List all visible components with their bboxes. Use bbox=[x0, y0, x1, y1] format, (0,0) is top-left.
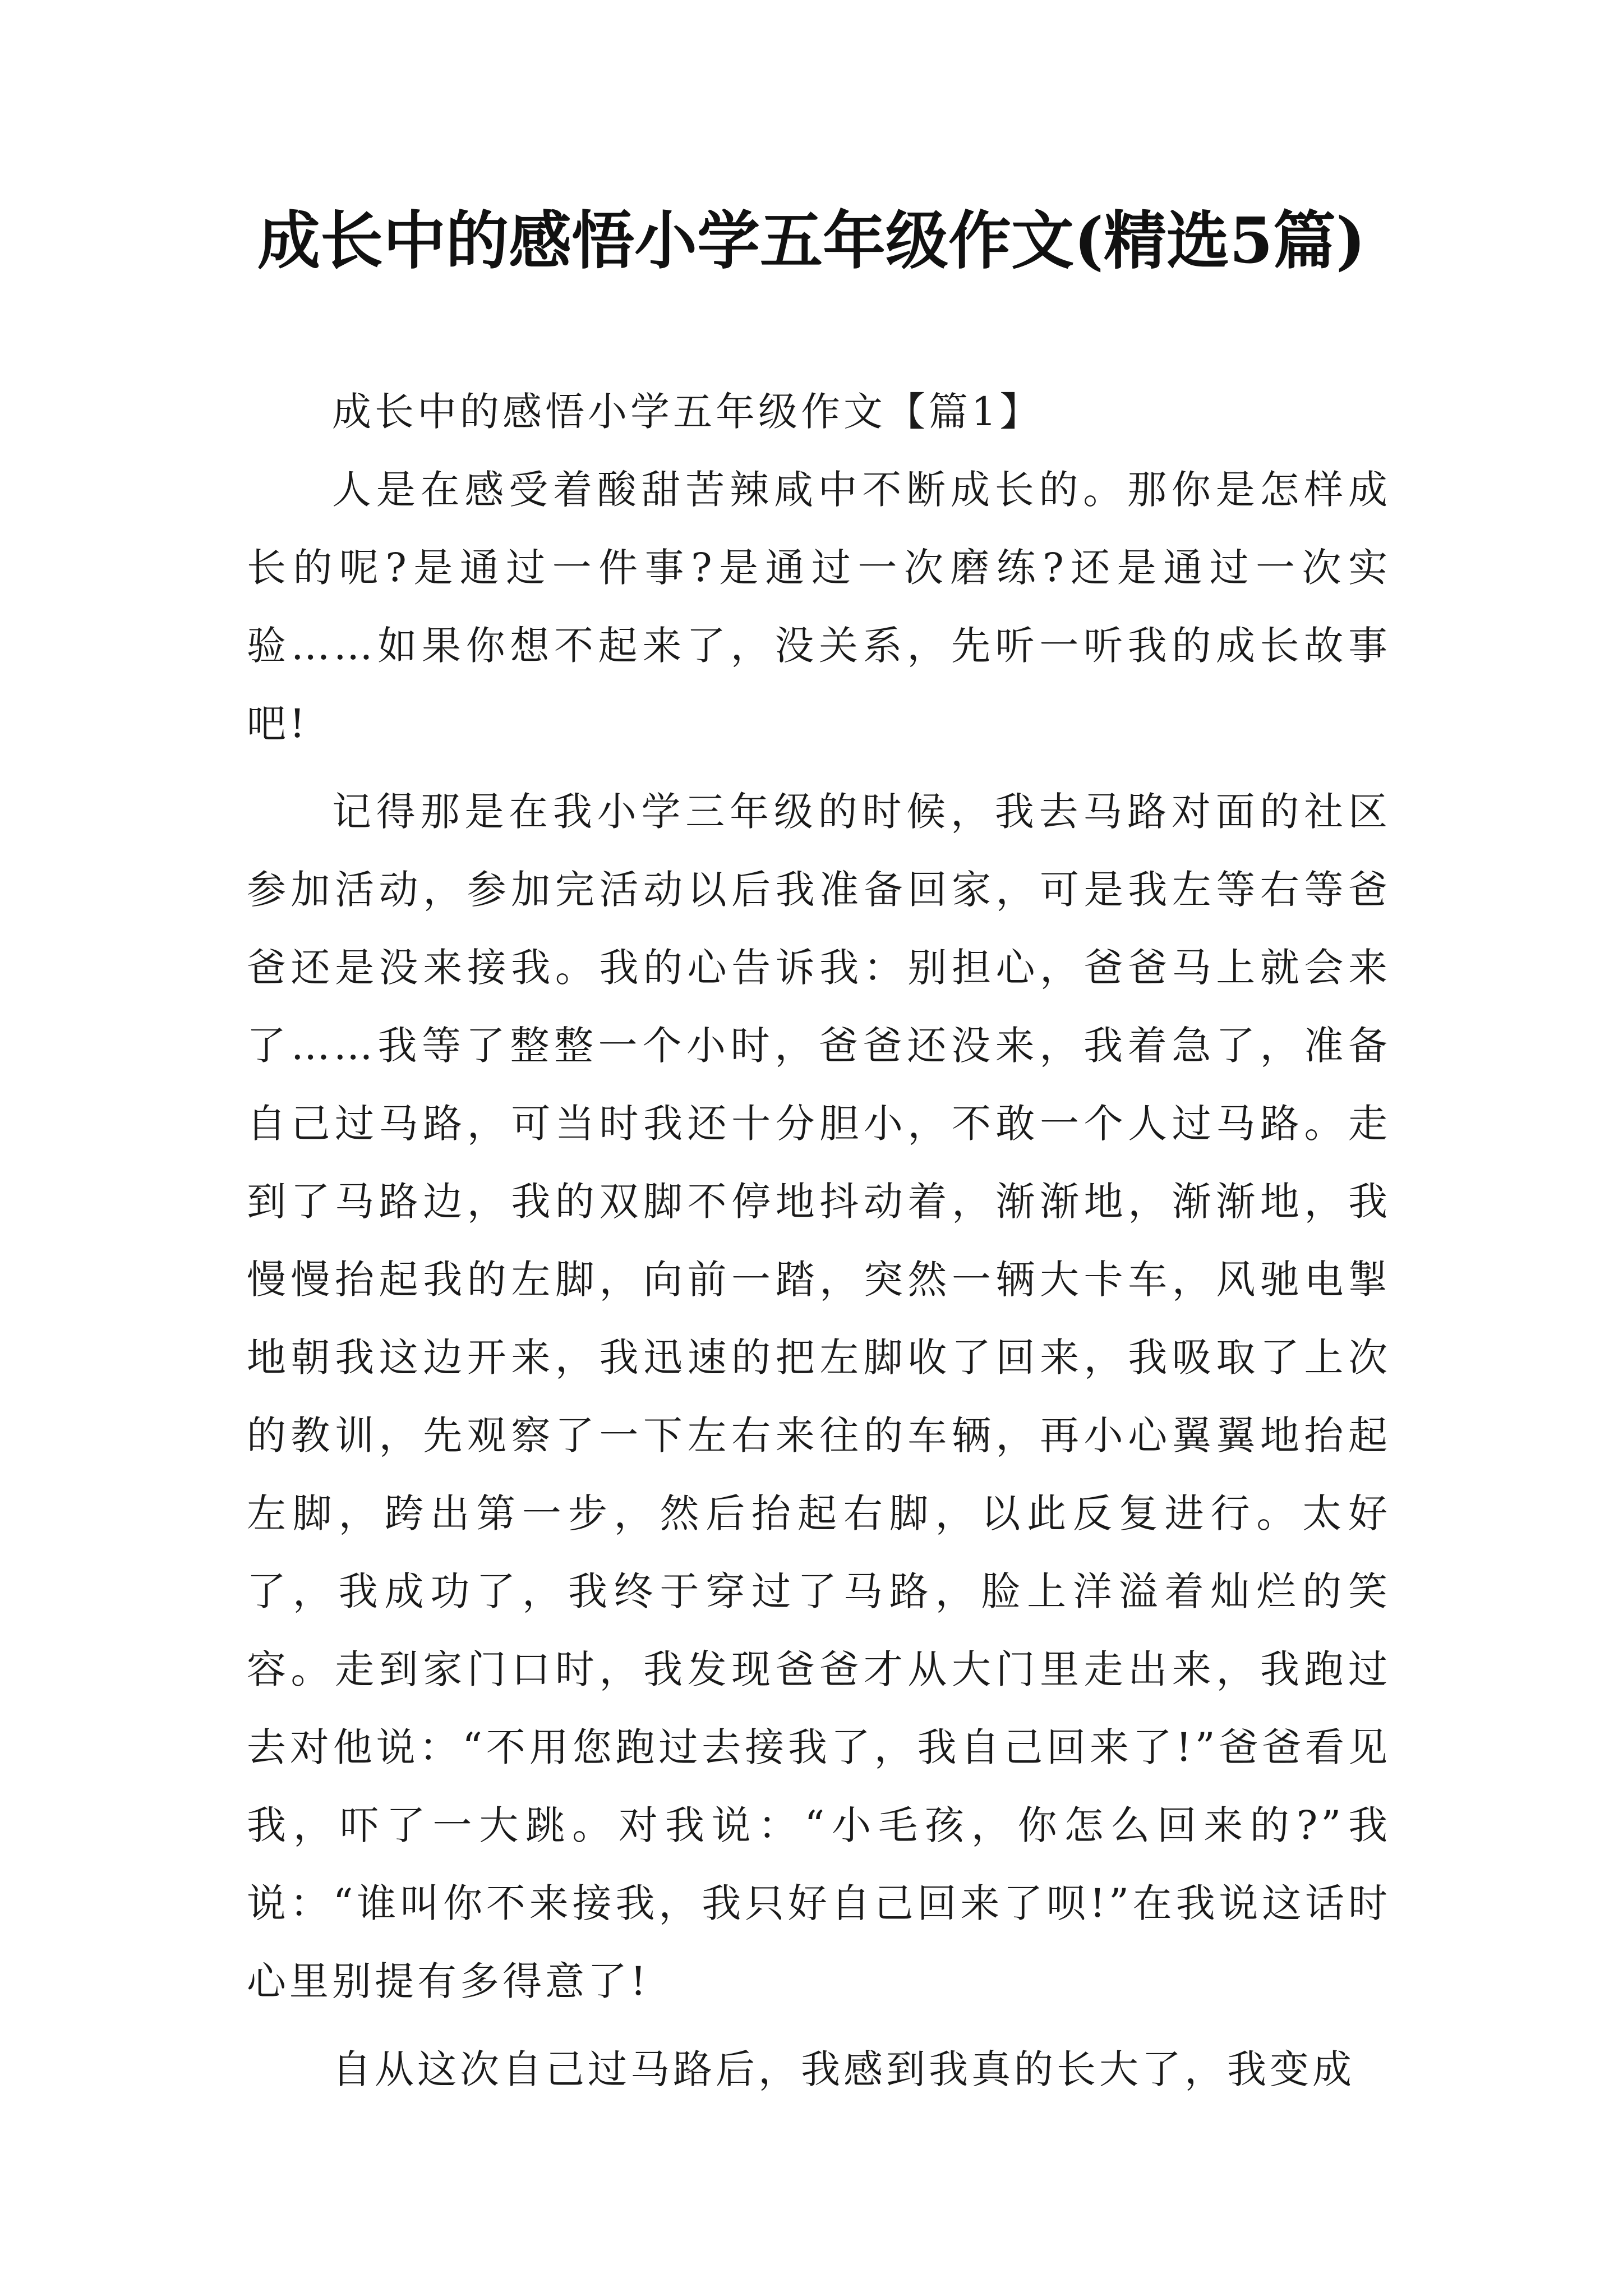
paragraph-3: 自从这次自己过马路后，我感到我真的长大了，我变成 bbox=[332, 2046, 1355, 2092]
section-heading: 成长中的感悟小学五年级作文【篇1】 bbox=[332, 389, 1043, 435]
paragraph-2: 记得那是在我小学三年级的时候，我去马路对面的社区参加活动，参加完活动以后我准备回家，可是我左等右等爸爸还是没来接我。我的心告诉我：别担心，爸爸马上就会来了……我等了整整一个小时，爸爸还没来，我着急了，准备自己过马路，可当时我还十分胆小，不敢一个人过马路。走到了马路边，我的双脚不停地抖动着，渐渐地，渐渐地，我慢慢抬起我的左脚，向前一踏，突然一辆大卡车，风驰电掣地朝我这边开来，我迅速的把左脚收了回来，我吸取了上次的教训，先观察了一下左右来往的车辆，再小心翼翼地抬起左脚，跨出第一步，然后抬起右脚，以此反复进行。太好了，我成功了，我终于穿过了马路，脸上洋溢着灿烂的笑容。走到家门口时，我发现爸爸才从大门里走出来，我跑过去对他说：“不用您跑过去接我了，我自己回来了!”爸爸看见我，吓了一大跳。对我说：“小毛孩，你怎么回来的?”我说：“谁叫你不来接我，我只好自己回来了呗!”在我说这话时心里别提有多得意了! bbox=[247, 789, 1391, 2004]
paragraph-1: 人是在感受着酸甜苦辣咸中不断成长的。那你是怎样成长的呢?是通过一件事?是通过一次磨练?还是通过一次实验……如果你想不起来了，没关系，先听一听我的成长故事吧! bbox=[247, 467, 1391, 747]
document-body bbox=[247, 373, 1391, 2119]
document-title: 成长中的感悟小学五年级作文(精选5篇) bbox=[257, 204, 1366, 278]
